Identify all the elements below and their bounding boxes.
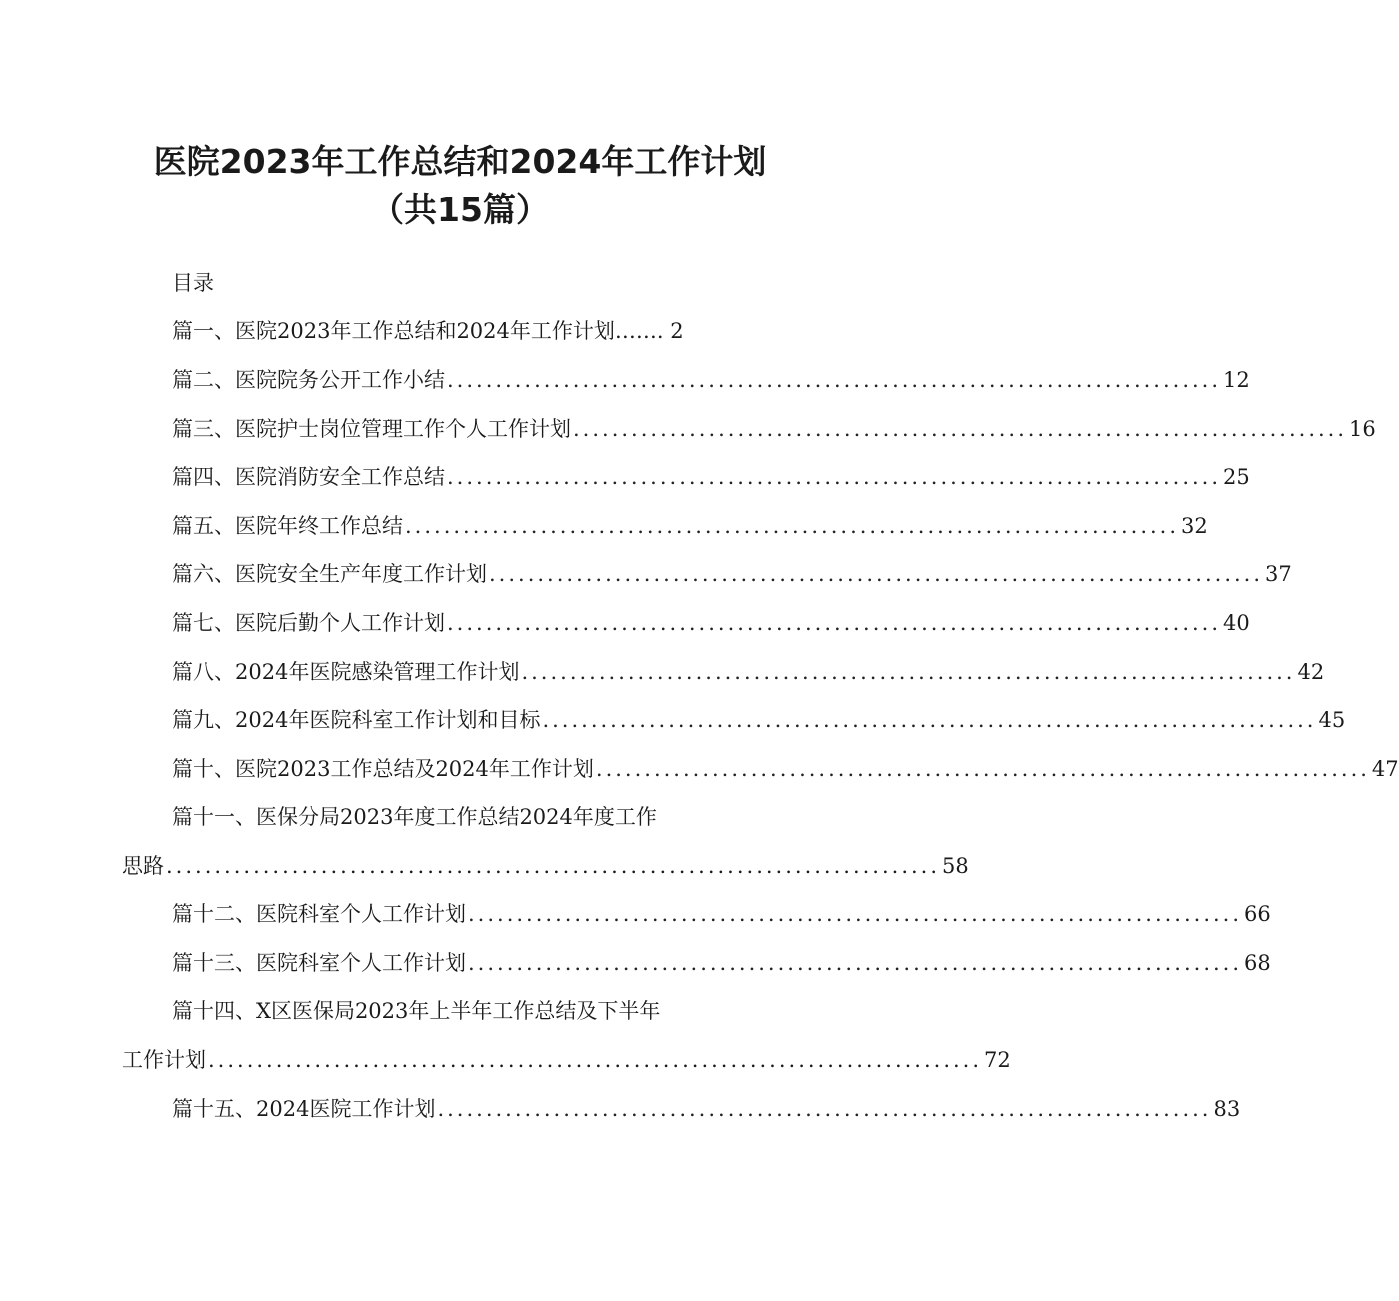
toc-entry-page: 16 [1349, 416, 1376, 441]
document-subtitle: （共15篇） [371, 190, 549, 229]
toc-leader-dots: ................................................................................ [595, 756, 1370, 781]
toc-entry-text: 篇二、医院院务公开工作小结 [172, 368, 445, 392]
toc-leader-dots: ................................................................................ [542, 708, 1317, 733]
toc-entry-page: 40 [1223, 611, 1250, 635]
toc-entry [172, 511, 1208, 541]
toc-entry [172, 948, 1271, 978]
document-title: 医院2023年工作总结和2024年工作计划 [153, 142, 767, 181]
toc-entry-page: 42 [1297, 659, 1325, 684]
toc-leader-dots: ................................................................................ [405, 513, 1180, 538]
toc-entry-text: 工作计划 [122, 1048, 206, 1072]
toc-leader-dots: ................................................................................ [573, 416, 1348, 441]
toc-entry-page: 12 [1223, 368, 1250, 392]
toc-entry-page: 45 [1318, 708, 1346, 733]
toc-entry-text: 篇十二、医院科室个人工作计划 [172, 902, 466, 926]
toc-entry [172, 899, 1271, 929]
toc-entry-text: 篇十、医院2023工作总结及2024年工作计划 [172, 756, 594, 781]
toc-leader-dots: ................................................................................ [521, 659, 1296, 684]
toc-entry-1: 篇一、医院2023年工作总结和2024年工作计划……. 2 [172, 319, 684, 343]
toc-entry-page: 58 [942, 854, 969, 878]
toc-heading: 目录 [172, 271, 214, 295]
toc-entry [172, 414, 1376, 444]
toc-entry [172, 705, 1346, 735]
toc-entry-text: 篇九、2024年医院科室工作计划和目标 [172, 708, 541, 733]
toc-entry-15 [172, 1094, 1241, 1124]
toc-entry-page: 32 [1181, 513, 1208, 538]
toc-entry-page: 25 [1223, 465, 1250, 490]
toc-entry-text: 篇十三、医院科室个人工作计划 [172, 951, 466, 975]
toc-leader-dots: ................................................................................ [468, 951, 1243, 975]
toc-entry-page: 72 [984, 1048, 1011, 1072]
toc-entry-text: 篇五、医院年终工作总结 [172, 513, 403, 538]
toc-entry [172, 462, 1250, 492]
toc-entry-11-line1: 篇十一、医保分局2023年度工作总结2024年度工作 [172, 805, 657, 829]
toc-entry-text: 篇六、医院安全生产年度工作计划 [172, 562, 487, 587]
toc-leader-dots: ................................................................................ [437, 1097, 1212, 1121]
toc-entry [172, 559, 1292, 589]
toc-entry-11-line2 [122, 851, 969, 881]
toc-entry-page: 47 [1371, 756, 1399, 781]
toc-entry-page: 68 [1244, 951, 1271, 975]
toc-entry [172, 754, 1399, 784]
toc-leader-dots: ................................................................................ [447, 465, 1222, 490]
toc-entry-14-line2 [122, 1045, 1011, 1075]
toc-leader-dots: ................................................................................ [489, 562, 1264, 587]
toc-entry-page: 37 [1265, 562, 1292, 587]
toc-entry-text: 篇十五、2024医院工作计划 [172, 1097, 436, 1121]
toc-leader-dots: ................................................................................ [447, 611, 1222, 635]
toc-entry-text: 思路 [122, 854, 164, 878]
toc-leader-dots: ................................................................................ [208, 1048, 983, 1072]
toc-entry-text: 篇七、医院后勤个人工作计划 [172, 611, 445, 635]
toc-entry-page: 83 [1213, 1097, 1241, 1121]
toc-entry [172, 365, 1250, 395]
toc-entry-text: 篇三、医院护士岗位管理工作个人工作计划 [172, 416, 571, 441]
toc-entry-page: 66 [1244, 902, 1271, 926]
toc-entry-14-line1: 篇十四、X区医保局2023年上半年工作总结及下半年 [172, 999, 661, 1023]
toc-entry-text: 篇八、2024年医院感染管理工作计划 [172, 659, 520, 684]
toc-entry [172, 657, 1325, 687]
toc-entry-text: 篇四、医院消防安全工作总结 [172, 465, 445, 490]
toc-leader-dots: ................................................................................ [166, 854, 941, 878]
toc-leader-dots: ................................................................................ [468, 902, 1243, 926]
toc-leader-dots: ................................................................................ [447, 368, 1222, 392]
toc-entry [172, 608, 1250, 638]
